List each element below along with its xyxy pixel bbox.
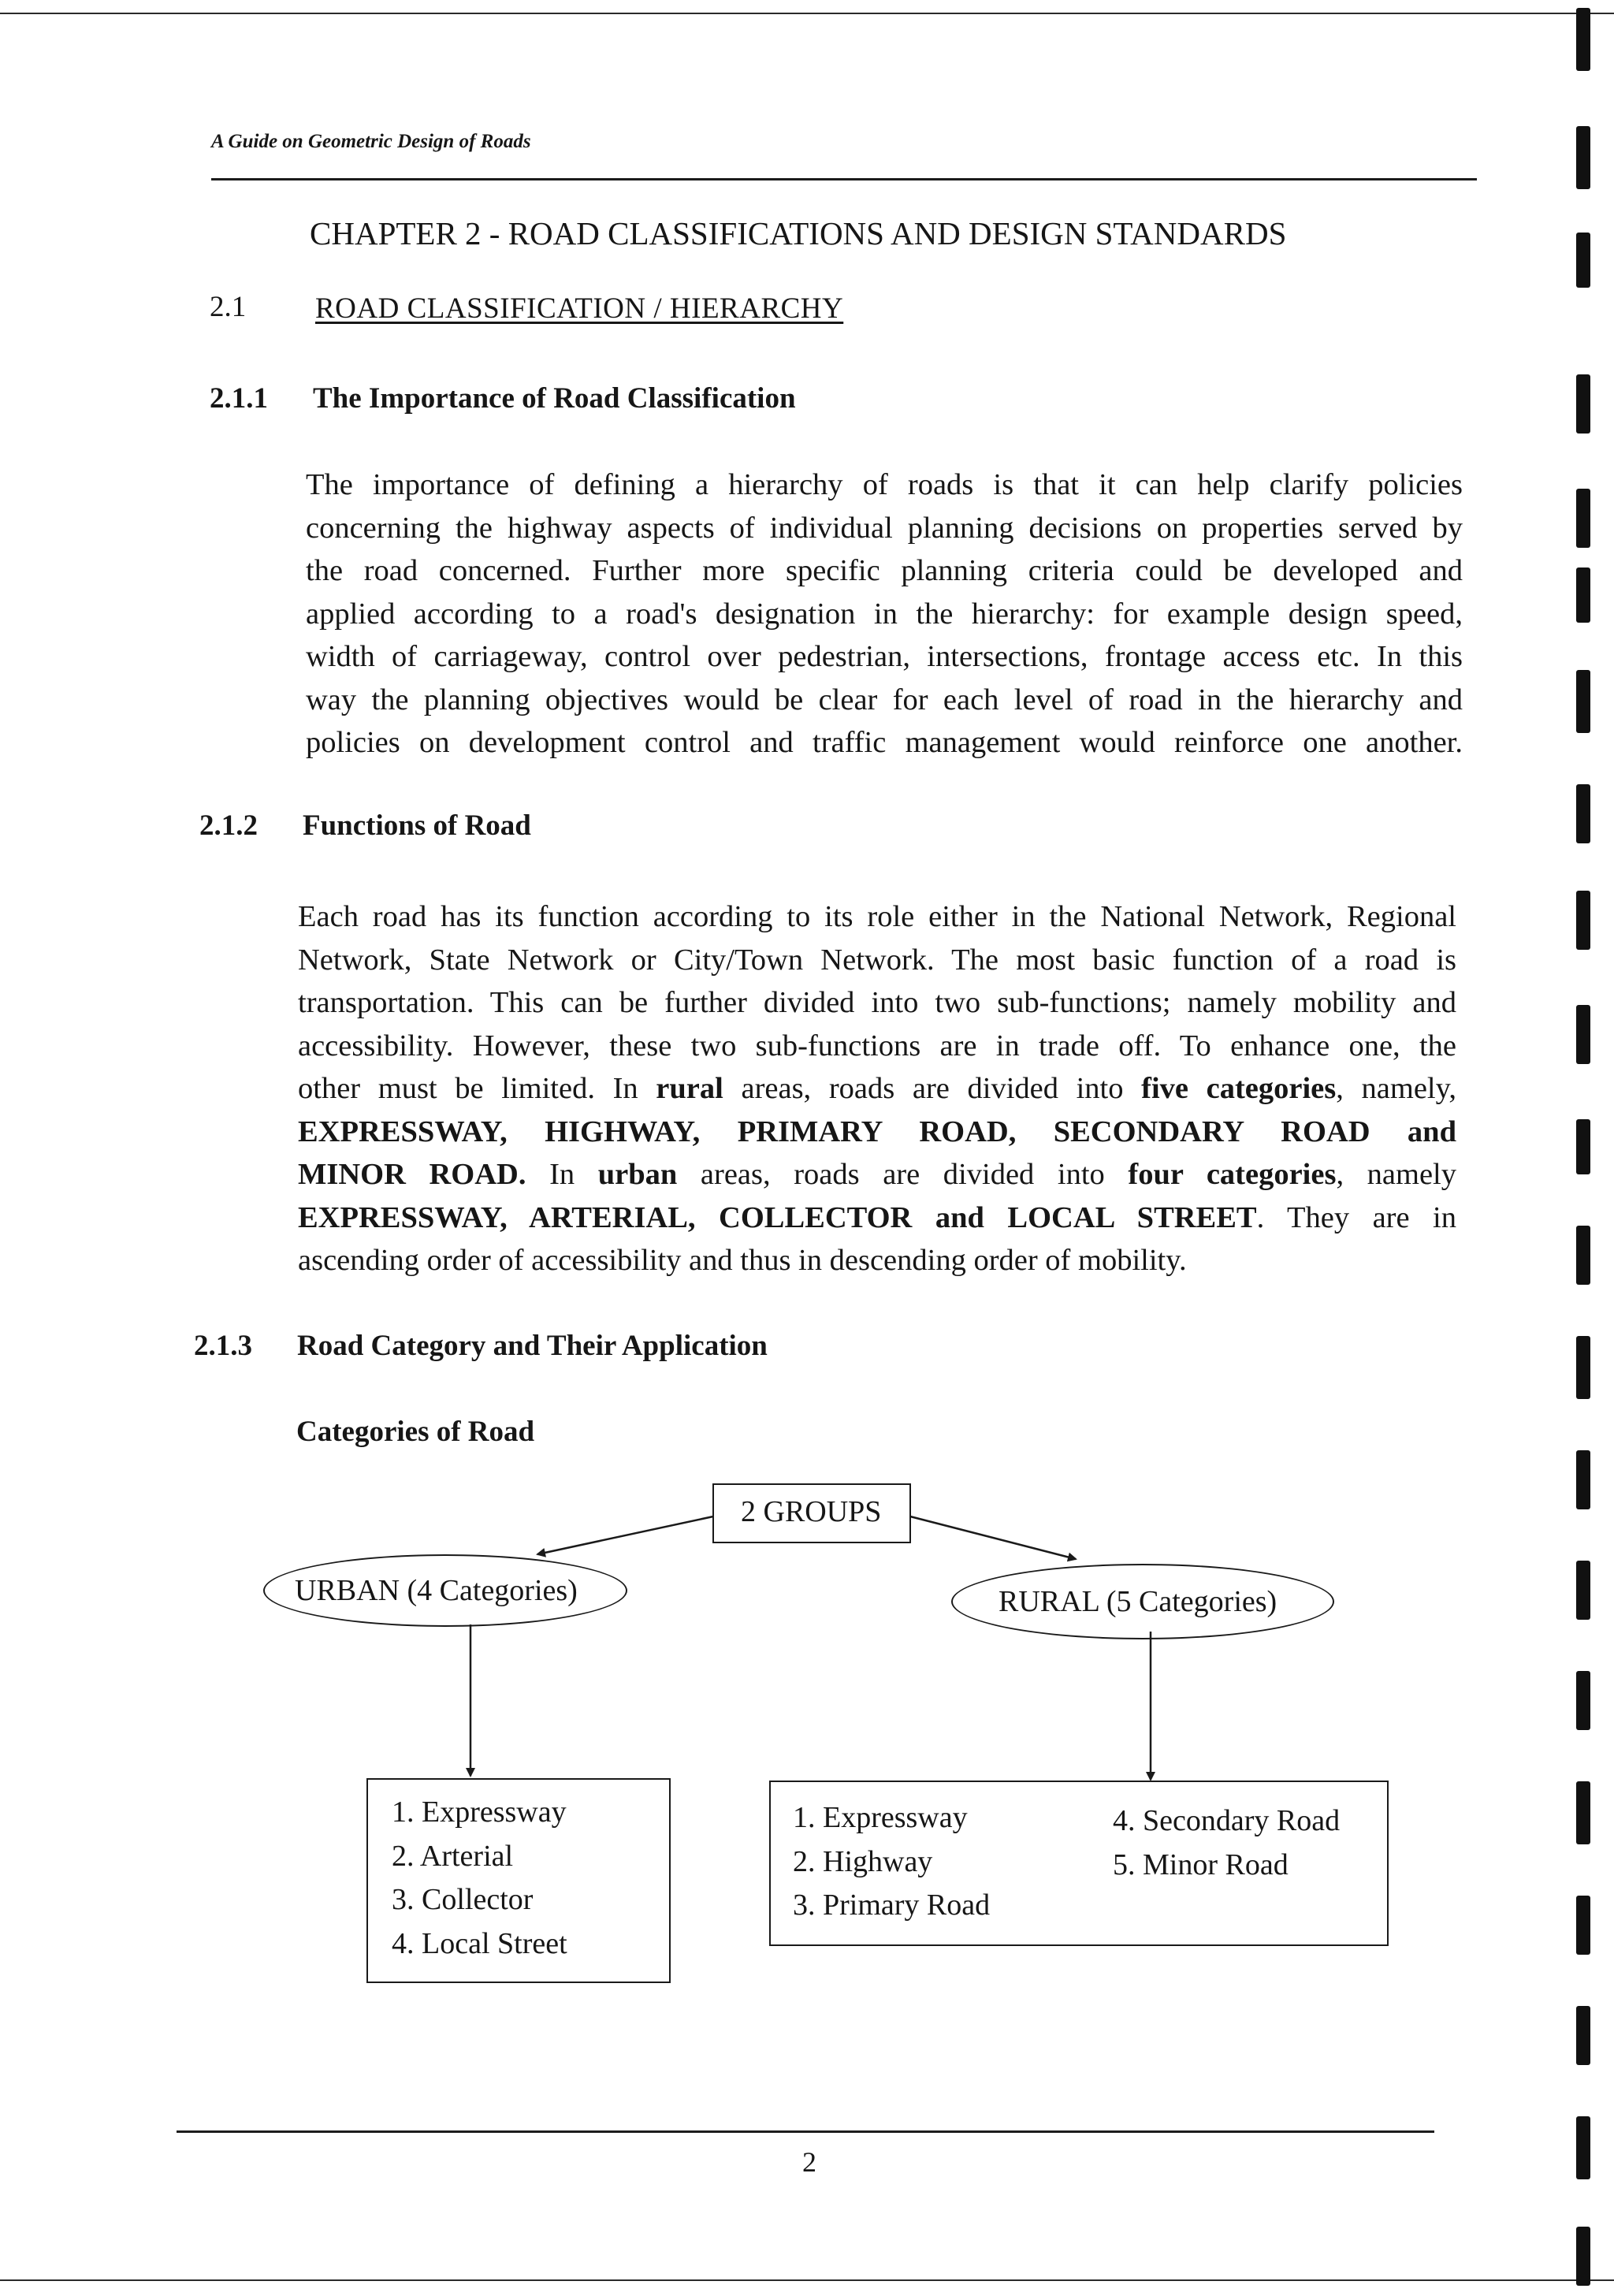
urban-label: URBAN (4 Categories): [295, 1574, 578, 1607]
root-box: [712, 1483, 911, 1543]
binding-mark: [1576, 1896, 1590, 1955]
urban-list: [392, 1791, 567, 1966]
paragraph-line: The importance of defining a hierarchy of roads is that it can help clarify policies: [306, 468, 1463, 501]
binding-mark: [1576, 1005, 1590, 1064]
paragraph-line: concerning the highway aspects of individual planning decisions on properties served by: [306, 511, 1463, 545]
list-item: 1. Expressway: [392, 1795, 567, 1829]
section-title-2-1-2: Functions of Road: [303, 809, 531, 842]
text-run: areas, roads are divided into: [677, 1158, 1129, 1191]
binding-mark: [1576, 374, 1590, 434]
binding-mark: [1576, 1336, 1590, 1399]
paragraph-line: width of carriageway, control over pedestrian, intersections, frontage access etc. In this: [306, 640, 1463, 673]
section-number-2-1-2: 2.1.2: [199, 809, 258, 842]
paragraph-importance: [306, 463, 1463, 765]
section-title-2-1-3: Road Category and Their Application: [297, 1330, 768, 1362]
paragraph-functions: [298, 895, 1456, 1282]
binding-mark: [1576, 2227, 1590, 2286]
page-number: 2: [802, 2146, 816, 2178]
paragraph-line: transportation. This can be further divided into two sub-functions; namely mobility and: [298, 986, 1456, 1019]
bold-text: and: [1370, 1115, 1457, 1148]
binding-mark: [1576, 891, 1590, 950]
bold-text: urban: [597, 1158, 678, 1191]
binding-mark: [1576, 1671, 1590, 1730]
list-item: 1. Expressway: [793, 1801, 968, 1834]
paragraph-line: [298, 1067, 1456, 1111]
scan-bottom-edge: [0, 2279, 1614, 2281]
binding-mark: [1576, 1781, 1590, 1844]
list-item: 3. Collector: [392, 1883, 534, 1916]
binding-mark: [1576, 2006, 1590, 2065]
rural-list-col1: [793, 1796, 990, 1928]
text-run: , namely,: [1336, 1072, 1456, 1105]
paragraph-line: the road concerned. Further more specific planning criteria could be developed and: [306, 554, 1463, 587]
list-item: 4. Secondary Road: [1113, 1804, 1341, 1837]
paragraph-line: Network, State Network or City/Town Network. The most basic function of a road is: [298, 943, 1456, 977]
categories-subtitle: Categories of Road: [296, 1416, 535, 1448]
binding-mark: [1576, 8, 1590, 71]
list-item: 5. Minor Road: [1113, 1848, 1289, 1881]
paragraph-line: Each road has its function according to its role either in the National Network, Regional: [298, 900, 1456, 933]
binding-mark: [1576, 2116, 1590, 2179]
binding-mark: [1576, 1119, 1590, 1174]
root-label: 2 GROUPS: [741, 1495, 882, 1528]
rural-ellipse: [951, 1564, 1334, 1639]
paragraph-line: [298, 1153, 1456, 1196]
paragraph-line: [298, 1111, 1456, 1154]
binding-mark: [1576, 489, 1590, 548]
list-item: 2. Arterial: [392, 1839, 514, 1873]
binding-mark: [1576, 670, 1590, 733]
binding-mark: [1576, 126, 1590, 189]
binding-mark: [1576, 567, 1590, 623]
bold-text: EXPRESSWAY, ARTERIAL, COLLECTOR and LOCAL STREET: [298, 1200, 1257, 1234]
arrow-to-urban: [537, 1516, 713, 1554]
text-run: In: [526, 1158, 598, 1191]
binding-mark: [1576, 1226, 1590, 1285]
binding-mark: [1576, 784, 1590, 843]
urban-list-box: [366, 1778, 671, 1983]
bold-text: four categories: [1128, 1158, 1337, 1191]
bold-text: rural: [656, 1072, 723, 1105]
bold-text: EXPRESSWAY, HIGHWAY, PRIMARY ROAD, SECONDARY ROAD: [298, 1115, 1370, 1148]
list-item: 3. Primary Road: [793, 1889, 991, 1922]
urban-ellipse: [263, 1554, 627, 1627]
binding-mark: [1576, 1450, 1590, 1509]
list-item: 2. Highway: [793, 1844, 933, 1878]
bold-text: five categories: [1141, 1072, 1337, 1105]
section-title-2-1: ROAD CLASSIFICATION / HIERARCHY: [315, 292, 844, 325]
rural-list-box: [769, 1781, 1389, 1946]
scan-top-edge: [0, 13, 1614, 14]
text-run: areas, roads are divided into: [723, 1072, 1142, 1105]
paragraph-line: policies on development control and traffic management would reinforce one another.: [306, 726, 1463, 759]
footer-rule: [177, 2130, 1434, 2133]
paragraph-line: applied according to a road's designation in the hierarchy: for example design speed,: [306, 597, 1463, 631]
section-number-2-1-3: 2.1.3: [194, 1330, 252, 1362]
binding-mark: [1576, 233, 1590, 288]
paragraph-line: [298, 1196, 1456, 1240]
running-header: A Guide on Geometric Design of Roads: [211, 131, 531, 152]
list-item: 4. Local Street: [392, 1926, 567, 1960]
section-title-2-1-1: The Importance of Road Classification: [313, 382, 796, 415]
rural-label: RURAL (5 Categories): [999, 1585, 1277, 1618]
paragraph-line: accessibility. However, these two sub-functions are in trade off. To enhance one, the: [298, 1029, 1456, 1062]
rural-list-col2: [1113, 1799, 1340, 1887]
text-run: other must be limited. In: [298, 1072, 656, 1105]
section-number-2-1-1: 2.1.1: [210, 382, 268, 415]
arrow-to-rural: [910, 1516, 1076, 1559]
header-rule: [211, 178, 1477, 180]
text-run: , namely: [1336, 1158, 1456, 1191]
section-number-2-1: 2.1: [210, 291, 247, 323]
chapter-title: CHAPTER 2 - ROAD CLASSIFICATIONS AND DESIGN STANDARDS: [310, 215, 1287, 251]
paragraph-line: way the planning objectives would be clear for each level of road in the hierarchy and: [306, 683, 1463, 716]
text-run: . They are in: [1256, 1200, 1457, 1234]
binding-mark: [1576, 1561, 1590, 1620]
bold-text: MINOR ROAD.: [298, 1158, 526, 1191]
paragraph-line: ascending order of accessibility and thus in descending order of mobility.: [298, 1244, 1187, 1277]
